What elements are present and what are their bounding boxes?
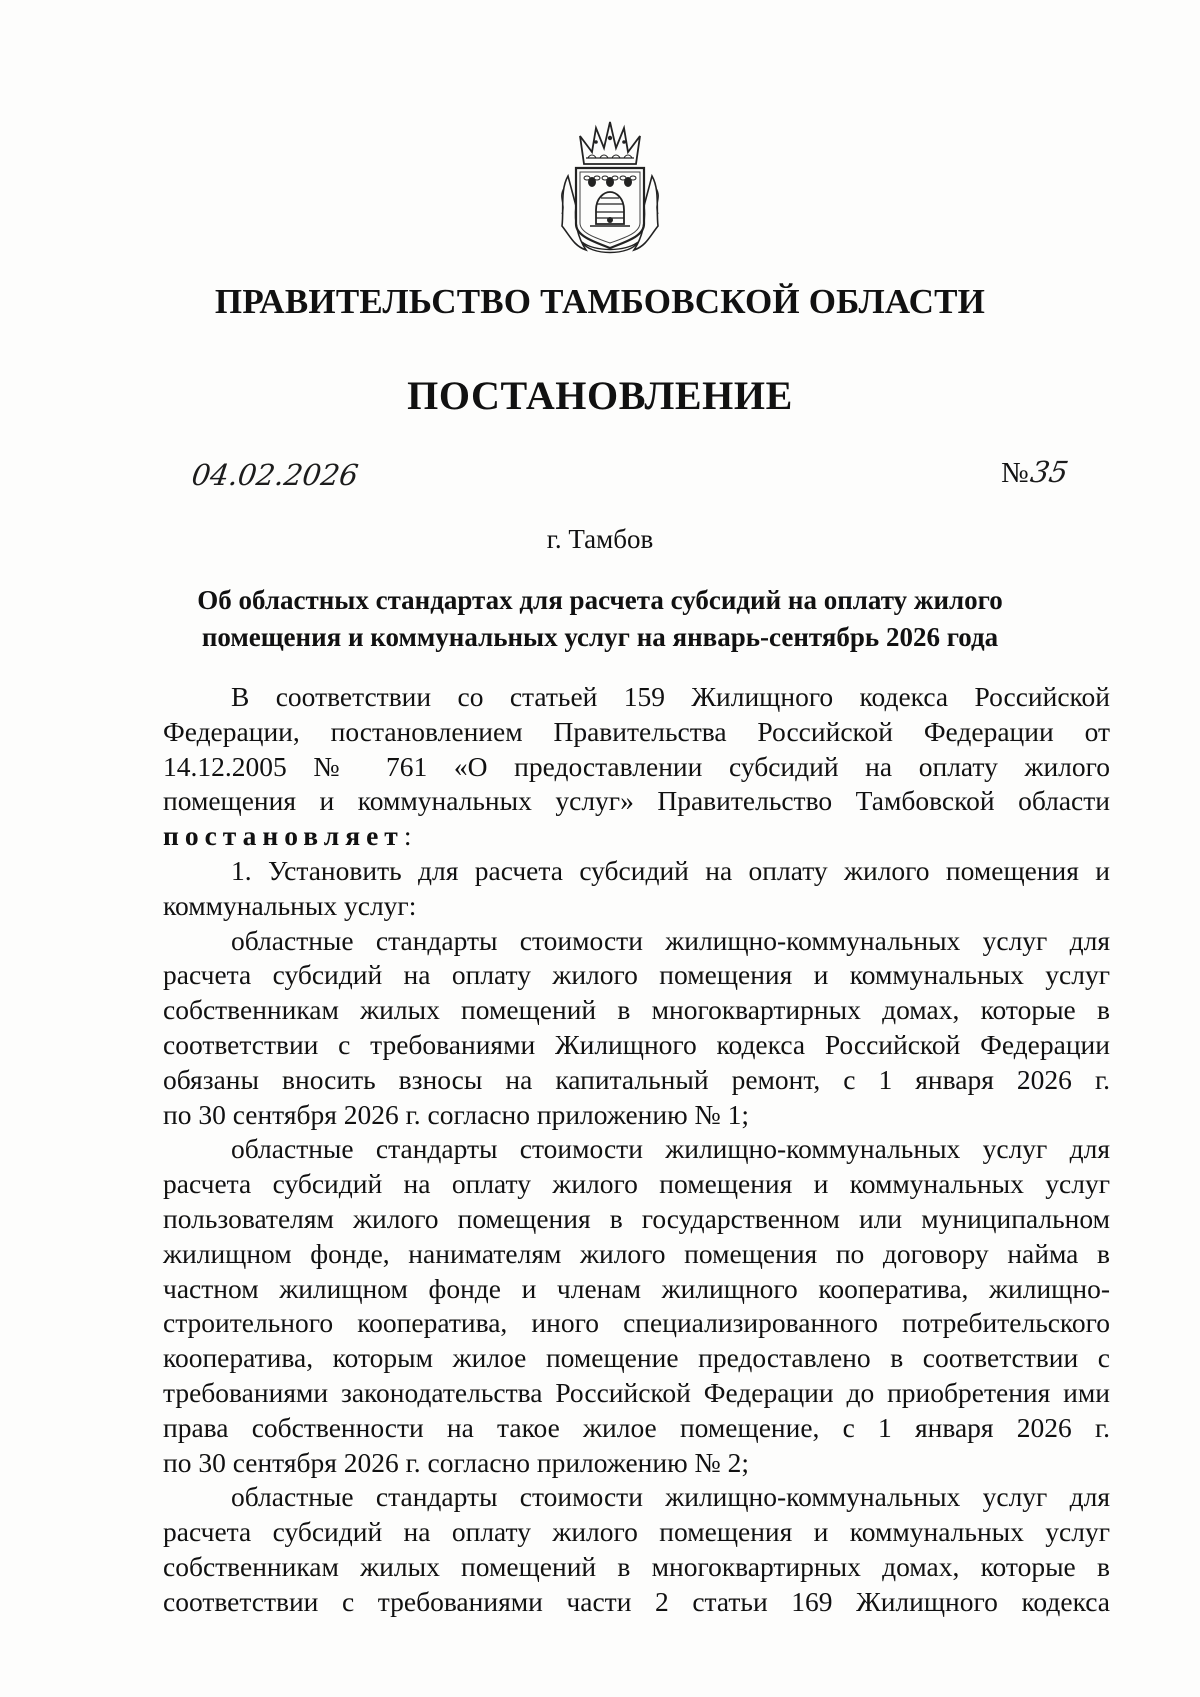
text-line: по 30 сентября 2026 г. согласно приложению № 2; [163,1446,750,1478]
text-line: жилищном фонде, нанимателям жилого помещения по договору найма в [163,1237,1110,1269]
resolves-line [163,819,1110,854]
text-line: 14.12.2005 № 761 «О предоставлении субсидий на оплату жилого [163,750,1110,782]
resolves-colon: : [403,820,412,852]
coat-of-arms-drawing [560,118,660,258]
title-line: Об областных стандартах для расчета субсидий на оплату жилого [197,585,1003,615]
text-line: по 30 сентября 2026 г. согласно приложению № 1; [163,1098,750,1130]
text-line: соответствии с требованиями части 2 статьи 169 Жилищного кодекса [163,1585,1110,1617]
text-line: расчета субсидий на оплату жилого помещения и коммунальных услуг [163,959,1110,991]
text-line: В соответствии со статьей 159 Жилищного кодекса Российской [231,681,1110,712]
text-line: частном жилищном фонде и членам жилищного кооператива, жилищно- [163,1272,1110,1304]
text-line: 1. Установить для расчета субсидий на оплату жилого помещения и [231,854,1110,886]
standard-3-paragraph [163,1480,1110,1619]
text-line: строительного кооператива, иного специализированного потребительского [163,1307,1110,1339]
handwritten-date: 04.02.2026 [189,458,361,492]
text-line: собственникам жилых помещений в многоквартирных домах, которые в [163,1550,1110,1582]
text-line: права собственности на такое жилое помещение, с 1 января 2026 г. [163,1411,1110,1443]
text-line: соответствии с требованиями Жилищного кодекса Российской Федерации [163,1028,1110,1060]
document-number [1001,455,1071,490]
text-line: расчета субсидий на оплату жилого помещения и коммунальных услуг [163,1516,1110,1548]
number-sign: № [1001,457,1029,489]
document-title [150,582,1050,656]
text-line: обязаны вносить взносы на капитальный ремонт, с 1 января 2026 г. [163,1063,1110,1095]
text-line: собственникам жилых помещений в многоквартирных домах, которые в [163,994,1110,1026]
handwritten-number: 35 [1027,455,1071,489]
document-body [163,680,1110,1620]
text-line: помещения и коммунальных услуг» Правительство Тамбовской области [163,785,1110,817]
text-line: областные стандарты стоимости жилищно-коммунальных услуг для [231,924,1110,956]
title-line: помещения и коммунальных услуг на январь-сентябрь 2026 года [201,622,999,652]
standard-2-paragraph [163,1132,1110,1480]
preamble-paragraph [163,680,1110,854]
text-line: пользователям жилого помещения в государственном или муниципальном [163,1202,1110,1234]
item-1-paragraph [163,854,1110,924]
document-type: ПОСТАНОВЛЕНИЕ [407,373,793,418]
resolves-word: постановляет [163,820,404,852]
text-line: областные стандарты стоимости жилищно-коммунальных услуг для [231,1481,1110,1513]
standard-1-paragraph [163,924,1110,1133]
text-line: расчета субсидий на оплату жилого помещения и коммунальных услуг [163,1168,1110,1200]
text-line: кооператива, которым жилое помещение предоставлено в соответствии с [163,1342,1110,1374]
coat-of-arms-icon [560,118,660,258]
city: г. Тамбов [546,524,654,554]
organization-name: ПРАВИТЕЛЬСТВО ТАМБОВСКОЙ ОБЛАСТИ [214,282,986,321]
text-line: Федерации, постановлением Правительства Российской Федерации от [163,715,1110,747]
text-line: областные стандарты стоимости жилищно-коммунальных услуг для [231,1133,1110,1165]
text-line: коммунальных услуг: [163,889,417,921]
text-line: требованиями законодательства Российской Федерации до приобретения ими [163,1376,1110,1408]
